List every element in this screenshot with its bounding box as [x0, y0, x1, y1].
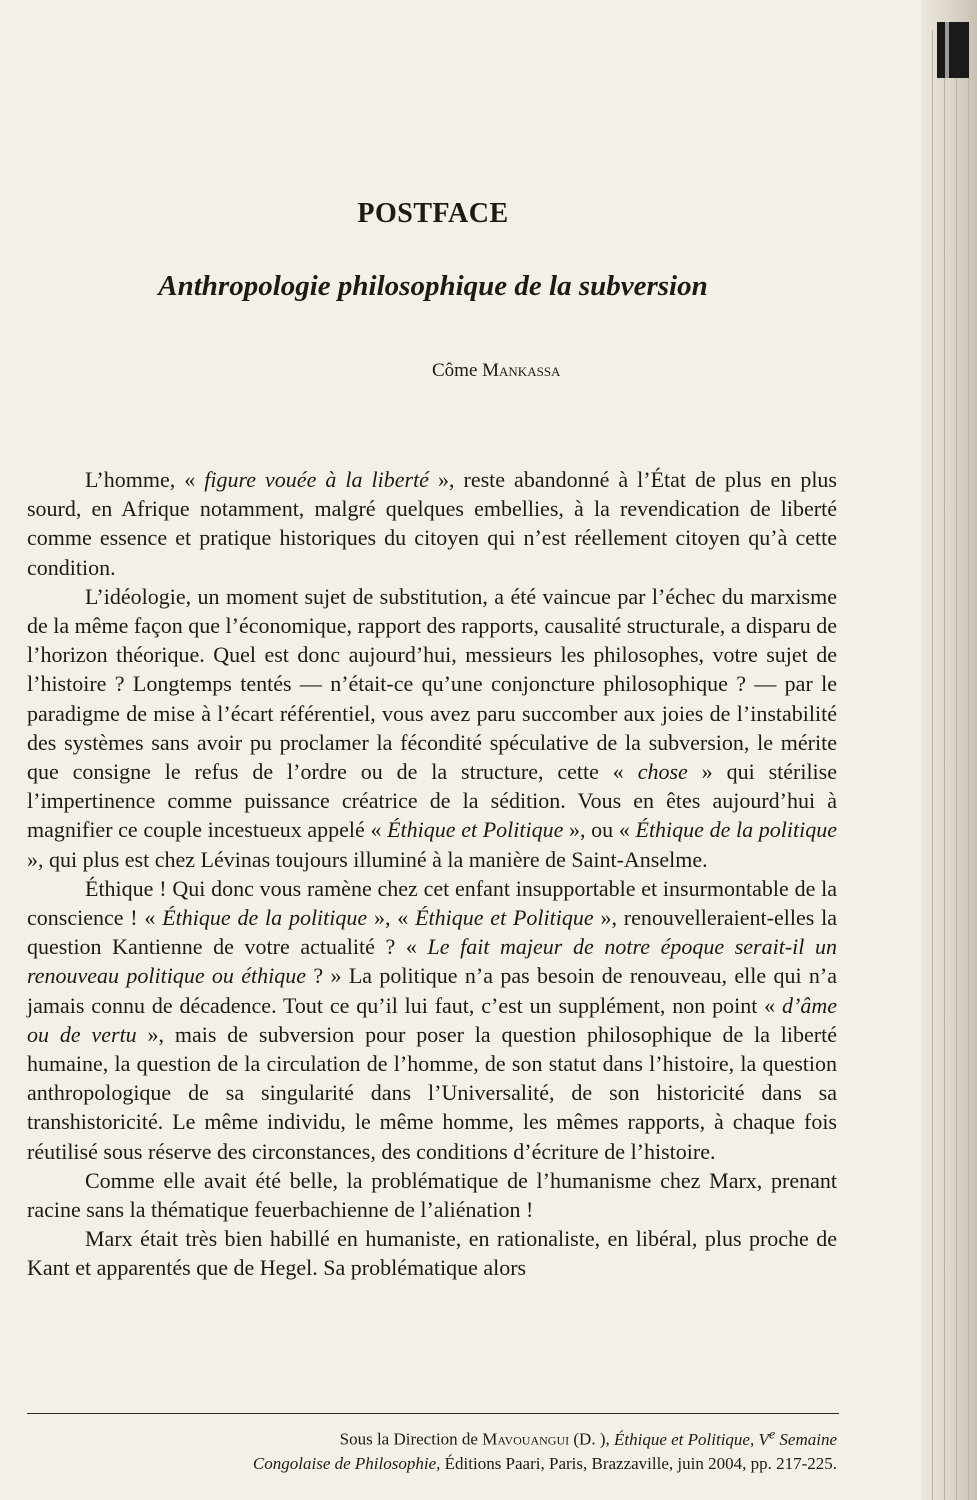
text-run: », «	[367, 905, 416, 931]
italic-phrase: Éthique de la politique	[162, 905, 368, 931]
paragraph	[27, 1224, 837, 1282]
italic-phrase: Le fait majeur de notre époque serait-il un renouveau politique ou éthique	[27, 934, 837, 989]
italic-phrase: Éthique de la politique	[635, 817, 837, 843]
black-tab-marker	[937, 22, 969, 78]
author-first-name: Côme	[432, 360, 478, 381]
citation-editor-initial: (D. ),	[569, 1429, 614, 1449]
paragraph	[27, 465, 837, 582]
citation-editor: Mavouangui	[482, 1429, 570, 1449]
author-name	[432, 360, 560, 382]
footnote-rule	[27, 1413, 839, 1414]
page-title: POSTFACE	[357, 198, 509, 229]
author-last-name: Mankassa	[482, 360, 561, 381]
text-run: Marx était très bien habillé en humaniste, en rationaliste, en libéral, plus proche de Kant et apparentés que de Hegel. Sa problématique alors	[27, 1226, 837, 1281]
page-subtitle: Anthropologie philosophique de la subversion	[158, 270, 708, 302]
page-edge	[922, 0, 977, 1500]
italic-phrase: d’âme ou de vertu	[27, 992, 837, 1047]
body-text	[27, 465, 837, 1283]
text-run: », mais de subversion pour poser la question philosophique de la liberté humaine, la question de la circulation de l’homme, de son statut dans l’histoire, la question anthropologique de sa singularité dans l’Universalité, de son historicité dans sa transhistoricité. Le même individu, le même homme, les mêmes rapports, à chaque fois réutilisé sous réserve des circonstances, des conditions d’écriture de l’histoire.	[27, 1021, 838, 1164]
italic-phrase: chose	[637, 759, 688, 785]
paragraph	[27, 1166, 837, 1224]
text-run: L’idéologie, un moment sujet de substitution, a été vaincue par l’échec du marxisme de la même façon que l’économique, rapport des rapports, causalité structurale, a disparu de l’horizon théorique. Quel est donc aujourd’hui, messieurs les philosophes, votre sujet de l’histoire ? Longtemps tentés — n’était-ce qu’une conjoncture philosophique ? — par le paradigme de mise à l’écart référentiel, vous avez paru succomber aux joies de l’instabilité des systèmes sans avoir pu proclamer la fécondité spéculative de la subversion, le mérite que consigne le refus de l’ordre ou de la structure, cette «	[27, 583, 838, 785]
text-run: ? » La politique n’a pas besoin de renouveau, elle qui n’a jamais connu de décadence. Tout ce qu’il lui faut, c’est un supplément, non point «	[27, 963, 837, 1018]
italic-phrase: Éthique et Politique	[387, 817, 564, 843]
italic-phrase: Éthique et Politique	[415, 905, 594, 931]
source-citation	[27, 1422, 837, 1476]
text-run: », ou «	[563, 817, 636, 843]
italic-phrase: figure vouée à la liberté	[204, 467, 429, 492]
citation-prefix: Sous la Direction de	[339, 1429, 483, 1449]
text-run: », reste abandonné à l’État de plus en plus sourd, en Afrique notamment, malgré quelques embellies, à la revendication de liberté comme essence et pratique historiques du citoyen qui n’est réellement citoyen qu’à cette condition.	[27, 467, 837, 580]
citation-book-title: Éthique et Politique, Ve Semaine	[614, 1426, 837, 1449]
text-run: L’homme, «	[85, 467, 205, 492]
text-run: Éthique ! Qui donc vous ramène chez cet enfant insupportable et insurmontable de la conscience ! «	[27, 875, 837, 931]
text-run: », renouvelleraient-elles la question Kantienne de votre actualité ? «	[27, 905, 837, 960]
text-run: Comme elle avait été belle, la problématique de l’humanisme chez Marx, prenant racine sans la thématique feuerbachienne de l’aliénation !	[27, 1167, 837, 1223]
paragraph	[27, 582, 837, 874]
text-run: » qui stérilise l’impertinence comme puissance créatrice de la sédition. Vous en êtes aujourd’hui à magnifier ce couple incestueux appelé «	[27, 759, 837, 843]
citation-series: Congolaise de Philosophie,	[252, 1453, 441, 1473]
paragraph	[27, 874, 837, 1166]
text-run: », qui plus est chez Lévinas toujours illuminé à la manière de Saint-Anselme.	[27, 846, 708, 872]
citation-publisher: Éditions Paari, Paris, Brazzaville, juin 2004, pp. 217-225.	[440, 1453, 837, 1473]
